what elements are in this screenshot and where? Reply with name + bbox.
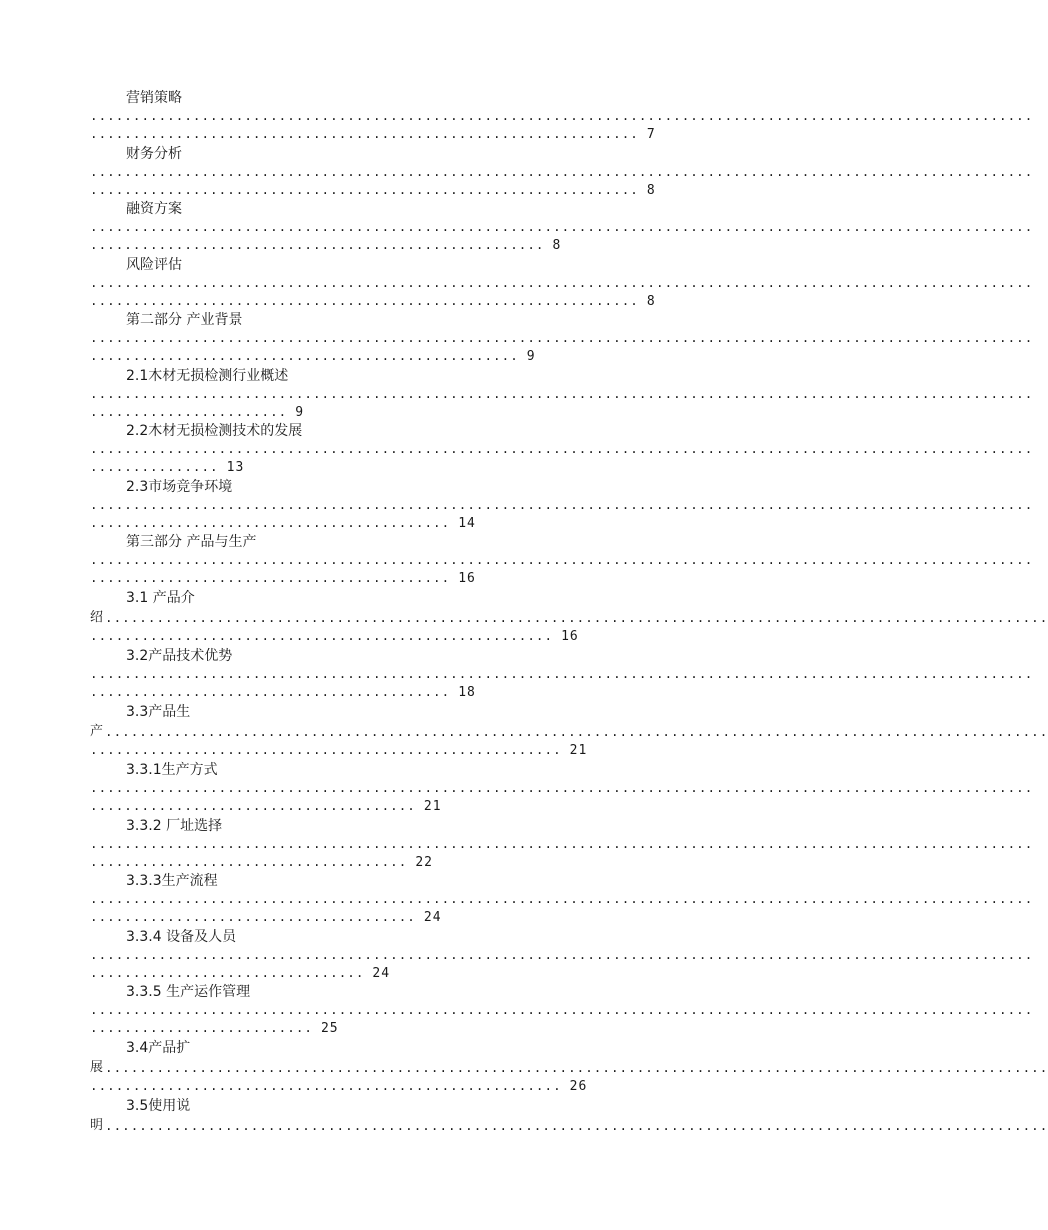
toc-entry[interactable] (90, 421, 1034, 477)
toc-entry[interactable] (90, 871, 1034, 927)
dot-leader: ................................ (90, 964, 365, 980)
toc-entry-page-number: 26 (569, 1078, 588, 1094)
toc-entry-title: 财务分析 (126, 145, 182, 162)
dot-leader: .............................................................................................................. (105, 723, 1048, 739)
dot-leader: ................................................................ (90, 292, 639, 308)
dot-leader: ...................................................... (90, 627, 554, 643)
toc-entry-page-number: 13 (226, 460, 245, 475)
dot-leader: ................................................................ (90, 126, 639, 141)
toc-entry-title: 3.4产品扩 (126, 1039, 191, 1056)
toc-entry-title: 3.3.5 生产运作管理 (126, 984, 251, 1000)
toc-entry-page-number: 8 (646, 182, 656, 198)
toc-entry[interactable] (90, 532, 1034, 588)
toc-entry-title: 3.3.2 厂址选择 (126, 817, 223, 834)
dot-leader: ................................................................ (90, 181, 639, 197)
toc-entry[interactable] (90, 88, 1034, 144)
toc-entry-page-number: 25 (320, 1021, 339, 1036)
toc-entry-title: 3.2产品技术优势 (126, 648, 233, 664)
toc-entry-page-number: 7 (646, 127, 656, 142)
dot-leader: .................................................. (90, 348, 519, 363)
toc-entry-page-number: 9 (526, 349, 536, 364)
table-of-contents (90, 88, 1048, 1155)
toc-entry-page-number: 8 (552, 238, 562, 253)
dot-leader: .............................................................................................................. (90, 891, 1034, 906)
toc-entry-page-number: 8 (646, 293, 656, 309)
toc-entry-page-number: 16 (561, 628, 579, 644)
dot-leader: .......................... (90, 1020, 313, 1035)
toc-entry-title: 风险评估 (126, 256, 182, 273)
toc-entry[interactable] (90, 477, 1034, 533)
toc-entry[interactable] (90, 1096, 1048, 1155)
toc-entry-page-number: 21 (423, 799, 442, 814)
dot-leader: .............................................................................................................. (90, 274, 1034, 290)
dot-leader: .............................................................................................................. (90, 496, 1034, 512)
dot-leader: ....................................................... (90, 1077, 562, 1093)
toc-entry[interactable] (90, 702, 1048, 761)
dot-leader: .............................................................................................................. (105, 609, 1048, 625)
toc-entry[interactable] (90, 588, 1048, 647)
dot-leader-tail (90, 514, 476, 532)
toc-entry-page-number: 16 (458, 571, 476, 586)
dot-leader-tail (90, 569, 476, 587)
dot-leader: ...................................... (90, 798, 416, 813)
dot-leader: .............................................................................................................. (90, 552, 1034, 567)
dot-leader-tail (90, 797, 442, 815)
dot-leader: .............................................................................................................. (90, 1002, 1034, 1017)
toc-entry[interactable] (90, 816, 1034, 872)
toc-entry-title: 3.3.1生产方式 (126, 762, 218, 778)
dot-leader-tail (90, 908, 442, 926)
dot-leader-tail (90, 1077, 587, 1095)
toc-entry-page-number: 9 (295, 404, 305, 420)
dot-leader-tail (90, 292, 656, 310)
dot-leader-tail (90, 236, 561, 254)
toc-entry-title: 2.3市场竞争环境 (126, 478, 233, 495)
dot-leader-tail (90, 683, 476, 701)
dot-leader: .............................................................................................................. (90, 108, 1034, 123)
dot-leader: .............................................................................................................. (90, 780, 1034, 795)
toc-entry-title-wrap: 展 (90, 1059, 104, 1075)
dot-leader: ..................................... (90, 853, 408, 869)
dot-leader-tail (90, 458, 244, 476)
toc-entry-title: 3.5使用说 (126, 1098, 191, 1114)
toc-entry-title-wrap: 明 (90, 1118, 104, 1133)
dot-leader-tail (90, 181, 656, 199)
dot-leader: ....................................................... (90, 741, 562, 757)
toc-entry-title-wrap: 绍 (90, 609, 104, 625)
toc-entry[interactable] (90, 982, 1034, 1038)
toc-entry[interactable] (90, 255, 1034, 311)
toc-entry-title: 第二部分 产业背景 (126, 312, 243, 328)
dot-leader-tail (90, 853, 433, 871)
dot-leader: .............................................................................................................. (105, 1059, 1048, 1075)
dot-leader-tail (90, 125, 656, 143)
toc-entry-title-wrap: 产 (90, 723, 104, 739)
dot-leader-tail (90, 964, 390, 982)
toc-entry-page-number: 21 (569, 742, 588, 758)
toc-entry[interactable] (90, 646, 1034, 702)
toc-entry-title: 3.3产品生 (126, 703, 191, 720)
toc-entry[interactable] (90, 1038, 1048, 1097)
toc-entry[interactable] (90, 366, 1034, 422)
toc-entry-title: 第三部分 产品与生产 (126, 534, 257, 550)
dot-leader: .............................................................................................................. (90, 441, 1034, 456)
toc-entry-title: 营销策略 (126, 90, 182, 106)
toc-entry-title: 3.3.3生产流程 (126, 873, 218, 889)
toc-entry-title: 3.1 产品介 (126, 589, 195, 606)
toc-entry[interactable] (90, 927, 1034, 983)
toc-entry-page-number: 24 (423, 910, 442, 925)
dot-leader-tail (90, 627, 579, 645)
toc-entry[interactable] (90, 310, 1034, 366)
dot-leader: ..................................................... (90, 237, 545, 252)
dot-leader: ............... (90, 459, 219, 474)
dot-leader: .......................................... (90, 684, 451, 699)
dot-leader: .............................................................................................................. (90, 219, 1034, 234)
dot-leader: .............................................................................................................. (90, 163, 1034, 179)
dot-leader-tail (90, 1019, 339, 1037)
toc-entry-title: 2.1木材无损检测行业概述 (126, 367, 289, 384)
dot-leader: .............................................................................................................. (90, 385, 1034, 401)
toc-entry[interactable] (90, 760, 1034, 816)
dot-leader-tail (90, 403, 304, 421)
dot-leader: .......................................... (90, 514, 451, 530)
dot-leader: .......................................... (90, 570, 451, 585)
dot-leader: .............................................................................................................. (90, 946, 1034, 962)
dot-leader-tail (90, 347, 536, 365)
toc-entry-page-number: 18 (458, 685, 476, 700)
toc-entry-page-number: 14 (458, 515, 476, 531)
toc-entry-title: 融资方案 (126, 201, 182, 217)
dot-leader: .............................................................................................................. (105, 1118, 1048, 1133)
toc-entry-title: 3.3.4 设备及人员 (126, 928, 237, 945)
toc-entry-page-number: 24 (372, 965, 391, 981)
dot-leader: .............................................................................................................. (90, 666, 1034, 681)
dot-leader-tail (90, 741, 587, 759)
toc-entry-page-number: 22 (415, 854, 433, 870)
toc-entry-title: 2.2木材无损检测技术的发展 (126, 423, 303, 439)
toc-entry[interactable] (90, 144, 1034, 200)
dot-leader: .............................................................................................................. (90, 330, 1034, 345)
toc-entry[interactable] (90, 199, 1034, 255)
dot-leader: ...................................... (90, 909, 416, 924)
dot-leader: ....................... (90, 403, 288, 419)
dot-leader: .............................................................................................................. (90, 835, 1034, 851)
